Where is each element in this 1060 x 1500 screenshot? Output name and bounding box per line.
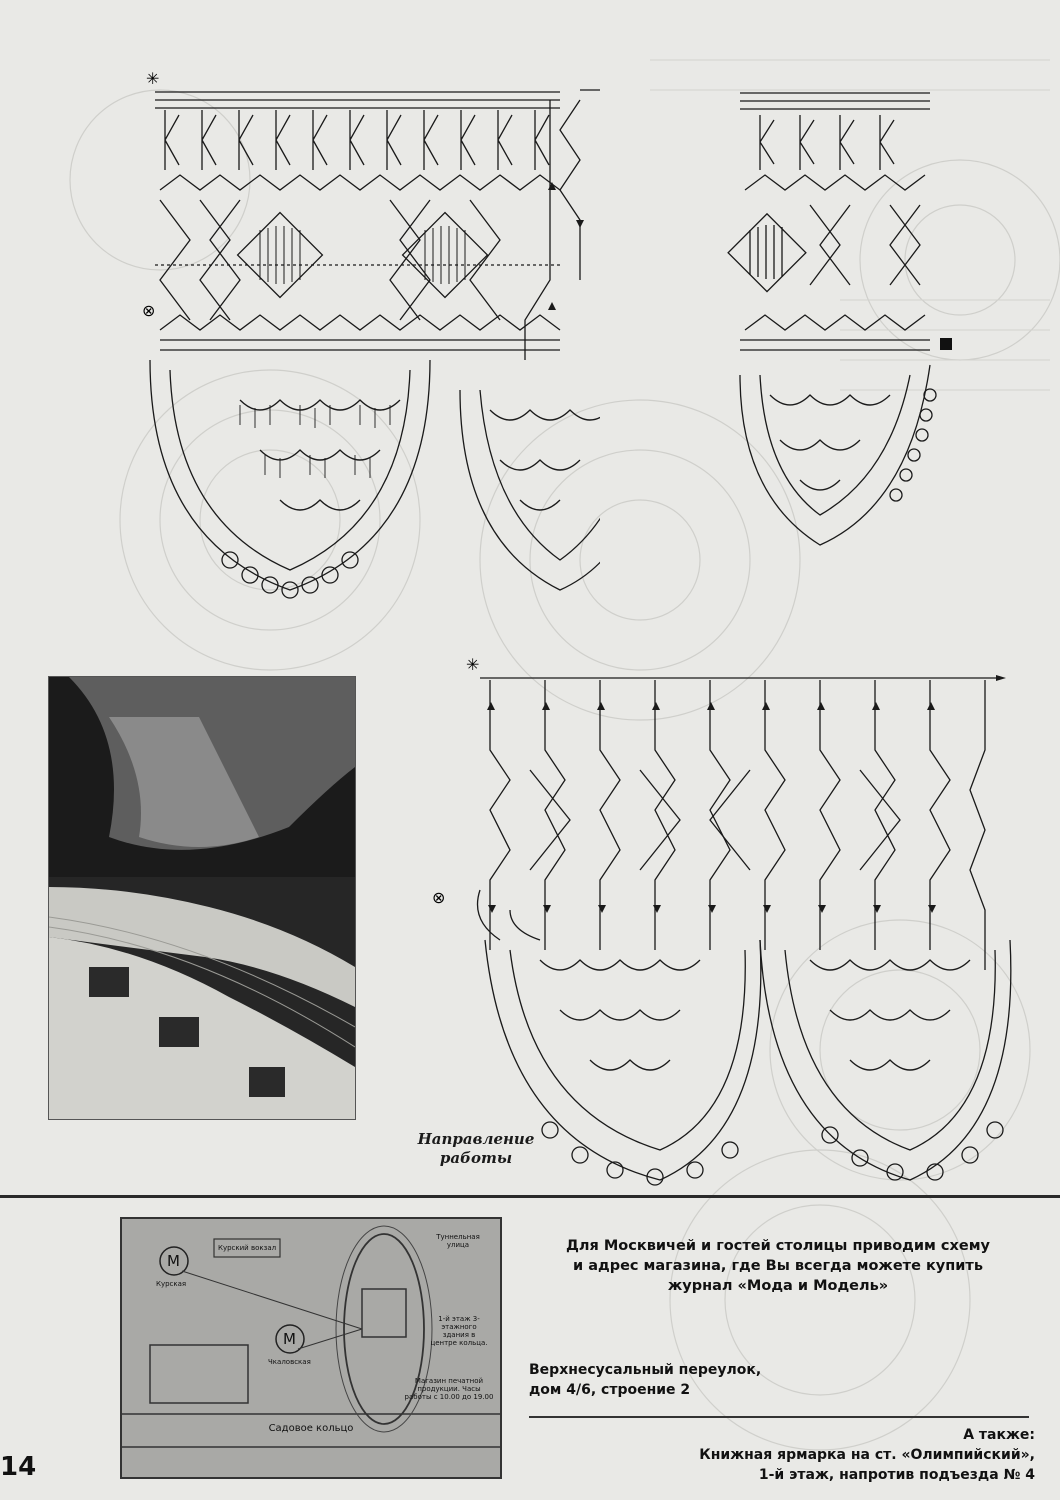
map-box-label: Курский вокзал bbox=[218, 1244, 277, 1252]
also-title: А также: bbox=[963, 1427, 1035, 1443]
ring-road-label: Садовое кольцо bbox=[268, 1423, 354, 1434]
store-location-map bbox=[120, 1217, 502, 1479]
building-note: 1-й этаж 3-этажного здания в центре кольца. bbox=[430, 1315, 488, 1347]
address-line-2: дом 4/6, строение 2 bbox=[529, 1382, 691, 1398]
metro-icon-chkalovskaya: М bbox=[283, 1330, 296, 1348]
section-divider bbox=[0, 1195, 1060, 1198]
also-line-1: Книжная ярмарка на ст. «Олимпийский», bbox=[699, 1447, 1035, 1463]
also-available-block bbox=[540, 1425, 1035, 1485]
end-marker-icon bbox=[940, 338, 952, 350]
crochet-chart-top-right bbox=[700, 85, 970, 555]
lace-sample-photo bbox=[48, 676, 356, 1120]
intro-line-2: и адрес магазина, где Вы всегда можете купить bbox=[572, 1258, 983, 1274]
start-marker: ⊗ bbox=[432, 888, 446, 907]
crochet-chart-top-left bbox=[140, 70, 600, 610]
caption-line-2: работы bbox=[439, 1149, 513, 1167]
shop-hours-note: Магазин печатной продукции. Часы работы с 10.00 до 19.00 bbox=[404, 1377, 494, 1401]
crochet-chart-bottom bbox=[430, 650, 1020, 1190]
store-address bbox=[529, 1360, 829, 1400]
address-divider bbox=[529, 1416, 1029, 1418]
road-label: Туннельная улица bbox=[436, 1233, 480, 1249]
metro-icon-kurskaya: М bbox=[167, 1252, 180, 1270]
store-intro-text bbox=[522, 1236, 1034, 1296]
work-direction-caption bbox=[396, 1130, 556, 1168]
intro-line-1: Для Москвичей и гостей столицы приводим схему bbox=[565, 1238, 991, 1254]
intro-line-3: журнал «Мода и Модель» bbox=[667, 1278, 889, 1294]
station-label-kurskaya: Курская bbox=[156, 1280, 187, 1288]
caption-line-1: Направление bbox=[417, 1130, 535, 1148]
page-number: 14 bbox=[0, 1452, 37, 1482]
star-marker: ✳ bbox=[466, 655, 480, 674]
start-marker: ⊗ bbox=[142, 301, 156, 320]
station-label-chkalovskaya: Чкаловская bbox=[268, 1358, 311, 1366]
star-marker: ✳ bbox=[146, 70, 160, 88]
address-line-1: Верхнесусальный переулок, bbox=[529, 1362, 762, 1378]
also-line-2: 1-й этаж, напротив подъезда № 4 bbox=[758, 1467, 1035, 1483]
